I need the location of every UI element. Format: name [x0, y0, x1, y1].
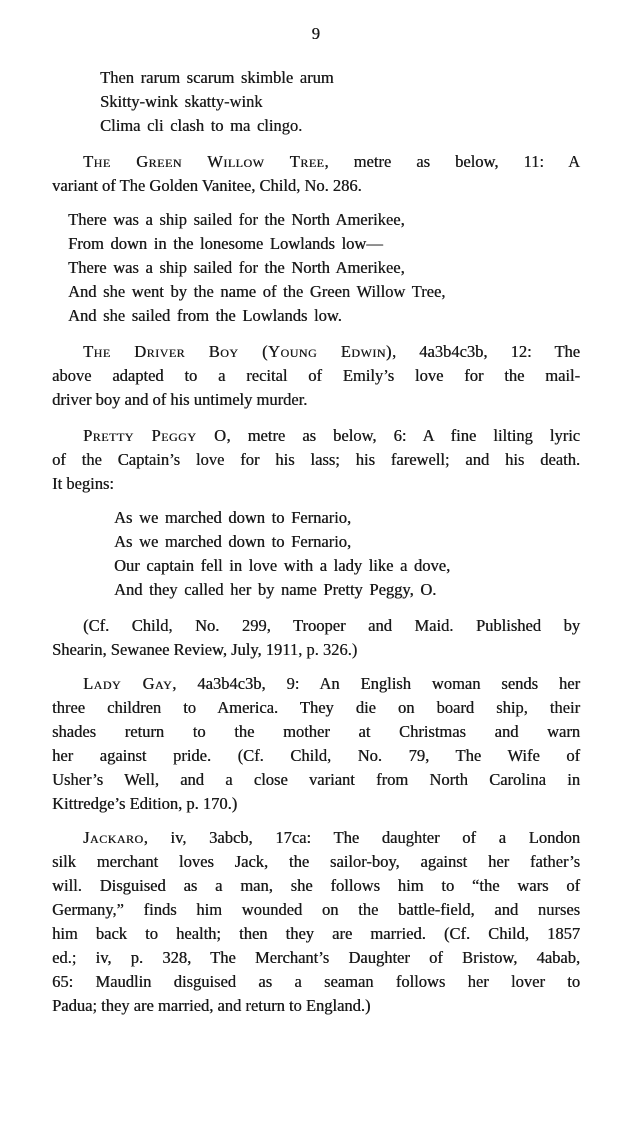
verse-line: Skitty-wink skatty-wink: [100, 92, 263, 111]
verse-pretty-peggy: [52, 506, 580, 602]
verse-line: There was a ship sailed for the North Amerikee,: [68, 210, 405, 229]
song-title-pretty-peggy: Pretty Peggy O: [83, 426, 227, 445]
entry-driver-boy: [52, 340, 580, 412]
song-title-lady-gay: Lady Gay: [83, 674, 173, 693]
verse-line: Clima cli clash to ma clingo.: [100, 116, 303, 135]
paragraph-line: shades return to the mother at Christmas and warn: [52, 722, 580, 741]
paragraph-line: her against pride. (Cf. Child, No. 79, The Wife of: [52, 746, 580, 765]
paragraph-line: [52, 150, 580, 174]
paragraph-line: of the Captain’s love for his lass; his farewell; and his death.: [52, 450, 580, 469]
paragraph-line: ed.; iv, p. 328, The Merchant’s Daughter of Bristow, 4abab,: [52, 948, 580, 967]
paragraph-line: Kittredge’s Edition, p. 170.): [52, 794, 238, 813]
verse-line: And she went by the name of the Green Willow Tree,: [68, 282, 446, 301]
paragraph-line: [52, 826, 580, 850]
paragraph-text: , 4a3b4c3b, 12: The: [391, 342, 580, 361]
paragraph-line: 65: Maudlin disguised as a seaman follows her lover to: [52, 972, 580, 991]
verse-line: There was a ship sailed for the North Amerikee,: [68, 258, 405, 277]
paragraph-line: [52, 340, 580, 364]
verse-rarum-scarum: [52, 66, 580, 138]
paragraph-line: Shearin, Sewanee Review, July, 1911, p. 326.): [52, 640, 358, 659]
paragraph-text: , metre as below, 11: A: [324, 152, 580, 171]
paragraph-line: Padua; they are married, and return to England.): [52, 996, 371, 1015]
paragraph-line: It begins:: [52, 474, 114, 493]
entry-lady-gay: [52, 672, 580, 816]
paragraph-line: above adapted to a recital of Emily’s love for the mail-: [52, 366, 580, 385]
song-title-jackaro: Jackaro: [83, 828, 144, 847]
verse-line: As we marched down to Fernario,: [114, 508, 352, 527]
paragraph-line: [52, 424, 580, 448]
paragraph-line: Germany,” finds him wounded on the battle-field, and nurses: [52, 900, 580, 919]
paragraph-line: will. Disguised as a man, she follows him to “the wars of: [52, 876, 580, 895]
verse-green-willow: [52, 208, 580, 328]
song-title-driver-boy: The Driver Boy (Young Edwin): [83, 342, 392, 361]
verse-line: From down in the lonesome Lowlands low—: [68, 234, 383, 253]
paragraph-line: Usher’s Well, and a close variant from North Carolina in: [52, 770, 580, 789]
verse-line: Then rarum scarum skimble arum: [100, 68, 334, 87]
paragraph-line: him back to health; then they are married. (Cf. Child, 1857: [52, 924, 580, 943]
note-cf-child-299: [52, 614, 580, 662]
paragraph-line: driver boy and of his untimely murder.: [52, 390, 308, 409]
paragraph-text: , metre as below, 6: A fine lilting lyric: [226, 426, 581, 445]
paragraph-text: , 4a3b4c3b, 9: An English woman sends her: [172, 674, 580, 693]
paragraph-line: three children to America. They die on board ship, their: [52, 698, 580, 717]
verse-line: As we marched down to Fernario,: [114, 532, 352, 551]
verse-line: And they called her by name Pretty Peggy, O.: [114, 580, 437, 599]
paragraph-line: silk merchant loves Jack, the sailor-boy, against her father’s: [52, 852, 580, 871]
page-number: 9: [311, 24, 321, 43]
paragraph-line: (Cf. Child, No. 299, Trooper and Maid. Published by: [83, 616, 580, 635]
paragraph-text: , iv, 3abcb, 17ca: The daughter of a London: [143, 828, 580, 847]
entry-jackaro: [52, 826, 580, 1018]
verse-line: Our captain fell in love with a lady like a dove,: [114, 556, 451, 575]
paragraph-line: variant of The Golden Vanitee, Child, No. 286.: [52, 176, 362, 195]
entry-green-willow-tree: [52, 150, 580, 198]
paragraph-line: [52, 672, 580, 696]
entry-pretty-peggy: [52, 424, 580, 496]
verse-line: And she sailed from the Lowlands low.: [68, 306, 342, 325]
song-title-green-willow: The Green Willow Tree: [83, 152, 325, 171]
